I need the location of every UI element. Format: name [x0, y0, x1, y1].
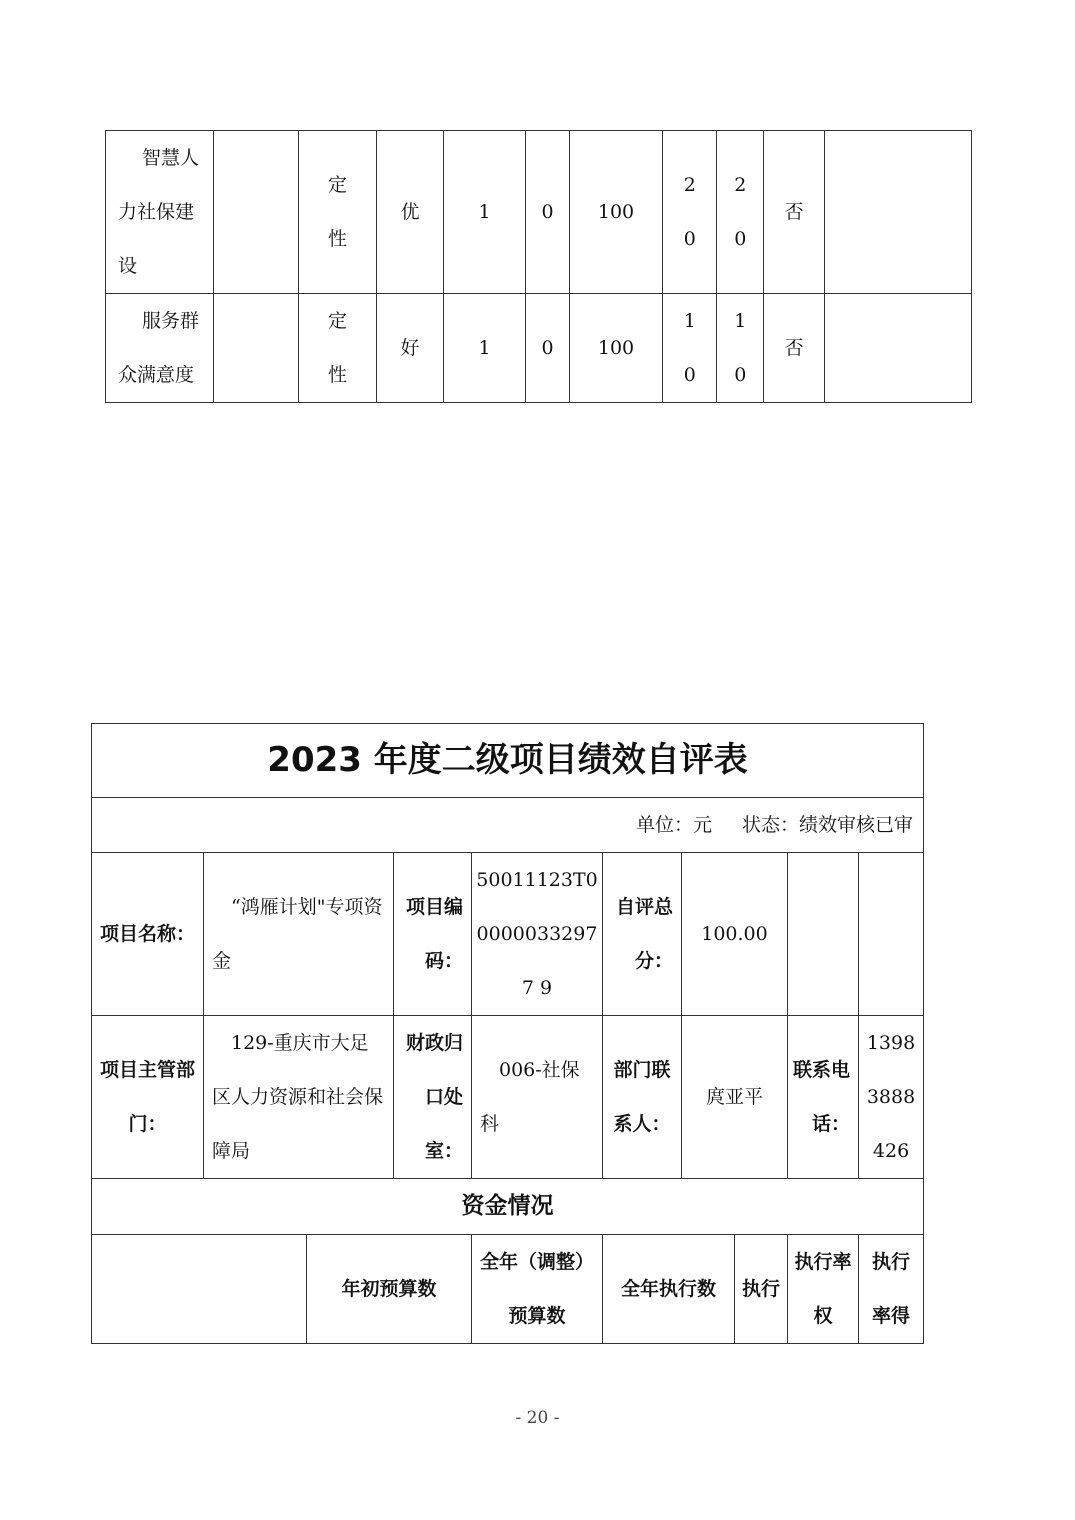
indicator-value: 优: [377, 131, 444, 294]
phone-value: 13983888426: [859, 1016, 924, 1179]
indicator-type: [299, 294, 377, 403]
indicator-flag: 否: [764, 131, 825, 294]
table-row: [106, 131, 972, 294]
indicator-score-text: 10: [734, 310, 747, 386]
table-row: [106, 294, 972, 403]
indicator-name: 服务群众满意度: [106, 294, 214, 403]
empty-cell: [859, 853, 924, 1016]
fund-header-exec: 执行: [735, 1235, 788, 1344]
indicator-weight: [663, 294, 717, 403]
fund-header-executed: 全年执行数: [603, 1235, 735, 1344]
score-label: 自评总分：: [603, 853, 682, 1016]
office-label: 财政归口处室：: [394, 1016, 472, 1179]
indicator-weight-text: 20: [683, 174, 696, 250]
status-text: 状态：绩效审核已审: [742, 814, 914, 836]
form-title: 2023 年度二级项目绩效自评表: [92, 724, 924, 798]
project-code-value: 50011123T000000332977 9: [472, 853, 603, 1016]
indicator-note: [825, 294, 972, 403]
indicator-cell: 0: [526, 131, 570, 294]
project-row: [92, 853, 924, 1016]
indicator-score-text: 20: [734, 174, 747, 250]
unit-text: 单位：元: [636, 814, 713, 836]
indicator-score: [717, 294, 764, 403]
indicator-type-text: 定性: [327, 310, 347, 386]
indicator-cell: 1: [444, 294, 526, 403]
fund-header-rate-score: 执行率得: [859, 1235, 924, 1344]
indicator-value: 好: [377, 294, 444, 403]
empty-cell: [788, 853, 859, 1016]
fund-header-initial: 年初预算数: [307, 1235, 472, 1344]
contact-value: 庹亚平: [682, 1016, 788, 1179]
fund-section-row: [92, 1179, 924, 1235]
fund-header-rate-weight: 执行率权: [788, 1235, 859, 1344]
indicator-type: [299, 131, 377, 294]
phone-label: 联系电话：: [788, 1016, 859, 1179]
indicator-note: [825, 131, 972, 294]
indicator-name: 智慧人力社保建设: [106, 131, 214, 294]
unit-status-row: [92, 798, 924, 853]
project-name-label: 项目名称：: [92, 853, 204, 1016]
indicator-cell: 100: [570, 131, 663, 294]
form-title-row: [92, 724, 924, 798]
indicator-weight: [663, 131, 717, 294]
dept-label: 项目主管部门：: [92, 1016, 204, 1179]
self-evaluation-form: [91, 723, 924, 1344]
score-value: 100.00: [682, 853, 788, 1016]
department-row: [92, 1016, 924, 1179]
dept-value: 129-重庆市大足区人力资源和社会保障局: [204, 1016, 394, 1179]
indicator-cell: 0: [526, 294, 570, 403]
indicator-cell: 100: [570, 294, 663, 403]
fund-header-blank: [92, 1235, 307, 1344]
indicator-score: [717, 131, 764, 294]
indicator-cell: [214, 131, 299, 294]
indicator-cell: [214, 294, 299, 403]
indicator-type-text: 定性: [327, 174, 347, 250]
indicator-flag: 否: [764, 294, 825, 403]
fund-section-title: 资金情况: [92, 1179, 924, 1235]
office-value: 006-社保科: [472, 1016, 603, 1179]
indicator-cell: 1: [444, 131, 526, 294]
fund-header-adjusted: 全年（调整）预算数: [472, 1235, 603, 1344]
fund-header-row: [92, 1235, 924, 1344]
indicator-table: [105, 130, 972, 403]
unit-status-cell: [92, 798, 924, 853]
indicator-weight-text: 10: [683, 310, 696, 386]
contact-label: 部门联系人：: [603, 1016, 682, 1179]
project-code-label: 项目编码：: [394, 853, 472, 1016]
project-name-value: “鸿雁计划"专项资金: [204, 853, 394, 1016]
page-number: - 20 -: [515, 1408, 560, 1428]
